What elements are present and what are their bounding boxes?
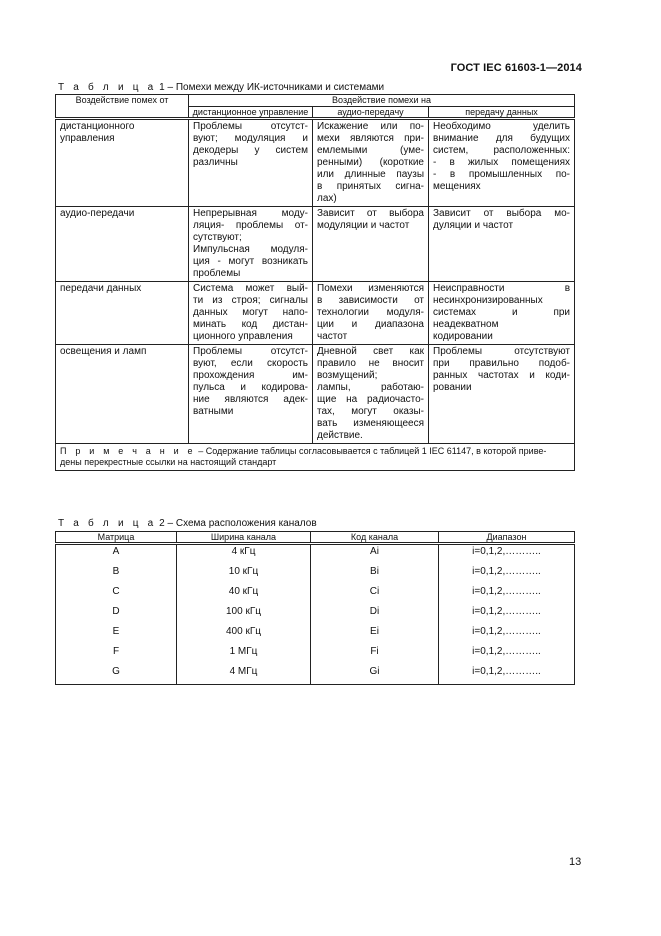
cell-line: дистанционного [60,121,135,132]
cell-line: вать изменяющееся [317,418,424,429]
table1-number: 1 [159,82,165,93]
cell-line: - в жилых помещениях [433,157,571,168]
matrix-cell: D [56,605,177,625]
cell-line: системах и при [433,307,571,318]
cell-line: частот [317,331,348,342]
cell-line: Проблемы отсутст- [193,121,308,132]
col-range-header: Диапазон [439,532,575,544]
cell-line: мещениях [433,181,481,192]
table-row [56,645,575,665]
matrix-cell: C [56,585,177,605]
cell-line: Необходимо уделить [433,121,571,132]
cell-line: передачи данных [60,283,142,294]
table1-prefix: Т а б л и ц а [58,82,157,93]
cell-line: минать код дистан- [193,319,308,330]
cell-line: сутствуют; [193,232,242,243]
cell-line: ционного управления [193,331,293,342]
cell-line: при правильно подоб- [433,358,571,369]
cell-line: Неисправности в [433,283,571,294]
table2-caption [58,518,317,530]
table-row [56,345,575,444]
table-row [56,282,575,345]
remote-control-effect-cell [189,282,313,345]
audio-effect-cell [313,345,429,444]
cell-line: несинхронизированных [433,295,543,306]
cell-line: - в промышленных по- [433,169,571,180]
range-cell: i=0,1,2,……….. [439,585,575,605]
cell-line: ние являются адек- [193,394,308,405]
cell-line: тах, могут оказы- [317,406,424,417]
source-cell [56,119,189,207]
range-cell: i=0,1,2,……….. [439,544,575,566]
cell-line: аудио-передачи [60,208,135,219]
cell-line: освещения и ламп [60,346,147,357]
table-row [56,585,575,605]
table1-title: – Помехи между ИК-источниками и системами [167,82,385,93]
matrix-cell: G [56,665,177,685]
data-effect-cell [429,119,575,207]
source-cell [56,282,189,345]
cell-line: ровании [433,382,472,393]
bandwidth-cell: 4 кГц [177,544,311,566]
cell-line: модуляции и частот [317,220,410,231]
col-channel-code-header: Код канала [311,532,439,544]
audio-effect-cell [313,207,429,282]
table-row [56,207,575,282]
channel-code-cell: Gi [311,665,439,685]
channel-code-cell: Fi [311,645,439,665]
cell-line: Дневной свет как [317,346,424,357]
channel-code-cell: Ci [311,585,439,605]
matrix-cell: A [56,544,177,566]
col-target-header: аудио-передачу [313,106,429,119]
col-target-header: передачу данных [429,106,575,119]
cell-line: ватными [193,406,234,417]
cell-line: Зависит от выбора [317,208,424,219]
remote-control-effect-cell [189,207,313,282]
note-text-continued: дены перекрестные ссылки на настоящий стандарт [60,457,277,467]
interference-table [55,94,575,471]
table1-caption [58,82,384,94]
cell-line: ранных частотах и коди- [433,370,571,381]
audio-effect-cell [313,282,429,345]
cell-line: ти из строя; сигналы [193,295,308,306]
cell-line: щие на радиочасто- [317,394,424,405]
channel-code-cell: Ei [311,625,439,645]
range-cell: i=0,1,2,……….. [439,565,575,585]
cell-line: правило не вносит [317,358,424,369]
range-cell: i=0,1,2,……….. [439,625,575,645]
col-target-group-header: Воздействие помехи на [189,95,575,107]
cell-line: внимание для будущих [433,133,571,144]
data-effect-cell [429,207,575,282]
remote-control-effect-cell [189,345,313,444]
cell-line: ренными) (короткие [317,157,424,168]
cell-line: действие. [317,430,363,441]
cell-line: данных могут напо- [193,307,308,318]
channel-code-cell: Bi [311,565,439,585]
channel-code-cell: Ai [311,544,439,566]
cell-line: вуют, если скорость [193,358,308,369]
cell-line: неадекватном [433,319,499,330]
cell-line: лампы, работаю- [317,382,424,393]
interference-table-body [56,119,575,444]
cell-line: вуют; модуляция и [193,133,308,144]
cell-line: Проблемы отсутст- [193,346,308,357]
matrix-cell: B [56,565,177,585]
cell-line: пульса и кодирова- [193,382,308,393]
cell-line: Импульсная модуля- [193,244,308,255]
cell-line: управления [60,133,115,144]
table2-prefix: Т а б л и ц а [58,518,157,529]
bandwidth-cell: 400 кГц [177,625,311,645]
table-row [56,665,575,685]
range-cell: i=0,1,2,……….. [439,645,575,665]
cell-line: кодировании [433,331,493,342]
table-row [56,625,575,645]
table1-note [56,444,575,471]
cell-line: емлемыми (уме- [317,145,424,156]
cell-line: технологии модуля- [317,307,424,318]
table-row [56,544,575,566]
cell-line: прохождения им- [193,370,308,381]
standard-designation: ГОСТ IEC 61603-1—2014 [450,62,582,74]
cell-line: Зависит от выбора мо- [433,208,571,219]
table-row [56,119,575,207]
source-cell [56,345,189,444]
table2-title: – Схема расположения каналов [167,518,317,529]
audio-effect-cell [313,119,429,207]
cell-line: Помехи изменяются [317,283,424,294]
cell-line: в принятых сигна- [317,181,424,192]
cell-line: Проблемы отсутствуют [433,346,571,357]
matrix-cell: F [56,645,177,665]
cell-line: Непрерывная моду- [193,208,308,219]
table-row [56,565,575,585]
cell-line: проблемы [193,268,241,279]
cell-line: систем, расположенных: [433,145,571,156]
data-effect-cell [429,345,575,444]
bandwidth-cell: 4 МГц [177,665,311,685]
table2-number: 2 [159,518,165,529]
remote-control-effect-cell [189,119,313,207]
col-matrix-header: Матрица [56,532,177,544]
range-cell: i=0,1,2,……….. [439,665,575,685]
col-source-header: Воздействие помех от [56,95,189,119]
bandwidth-cell: 10 кГц [177,565,311,585]
cell-line: возмущений; [317,370,378,381]
channel-code-cell: Di [311,605,439,625]
cell-line: декодеры у систем [193,145,308,156]
channel-layout-table-body [56,544,575,685]
bandwidth-cell: 100 кГц [177,605,311,625]
cell-line: лах) [317,193,337,204]
cell-line: ция - могут возникать [193,256,308,267]
cell-line: дуляции и частот [433,220,514,231]
matrix-cell: E [56,625,177,645]
bandwidth-cell: 40 кГц [177,585,311,605]
bandwidth-cell: 1 МГц [177,645,311,665]
range-cell: i=0,1,2,……….. [439,605,575,625]
col-target-header: дистанционное управление [189,106,313,119]
cell-line: Искажение или по- [317,121,424,132]
cell-line: мехи являются при- [317,133,424,144]
note-label: П р и м е ч а н и е [60,446,196,456]
table-row [56,605,575,625]
cell-line: Система может вый- [193,283,308,294]
data-effect-cell [429,282,575,345]
source-cell [56,207,189,282]
page-number: 13 [569,856,582,868]
cell-line: ции и диапазона [317,319,424,330]
cell-line: в зависимости от [317,295,424,306]
note-text: – Содержание таблицы согласовывается с таблицей 1 IEC 61147, в которой приве- [198,446,547,456]
cell-line: различны [193,157,238,168]
cell-line: или длинные паузы [317,169,424,180]
channel-layout-table [55,531,575,685]
col-bandwidth-header: Ширина канала [177,532,311,544]
cell-line: ляция- проблемы от- [193,220,308,231]
